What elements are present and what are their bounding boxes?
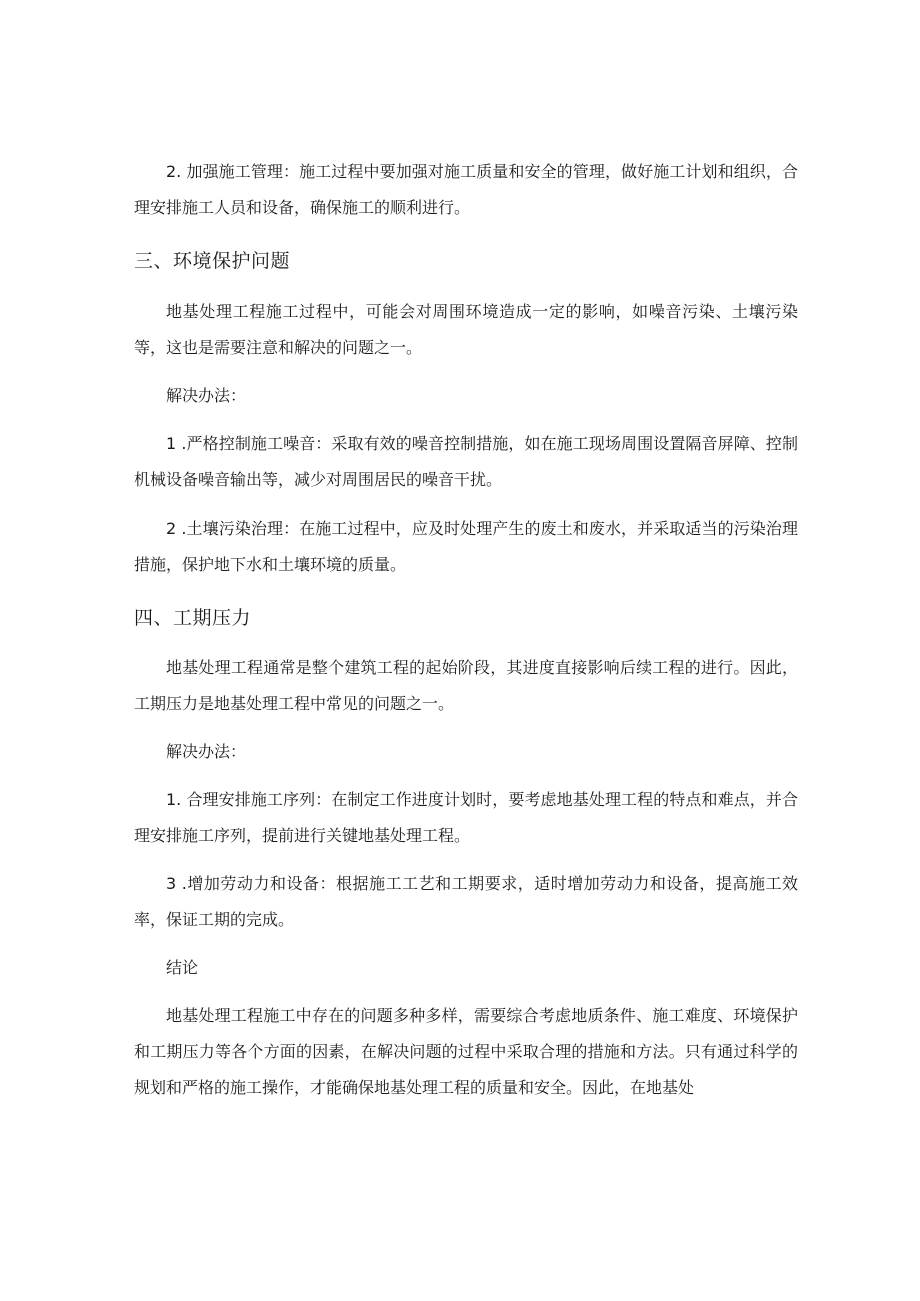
label-solution-schedule: 解决办法： xyxy=(166,742,247,761)
paragraph-construction-sequence: 1. 合理安排施工序列：在制定工作进度计划时，要考虑地基处理工程的特点和难点，并合理安排施工序列，提前进行关键地基处理工程。 xyxy=(134,790,798,845)
paragraph-schedule-intro: 地基处理工程通常是整个建筑工程的起始阶段，其进度直接影响后续工程的进行。因此，工期压力是地基处理工程中常见的问题之一。 xyxy=(134,658,798,713)
section-heading-environment: 三、环境保护问题 xyxy=(134,250,291,272)
paragraph-soil-pollution: 2 .土壤污染治理：在施工过程中，应及时处理产生的废土和废水，并采取适当的污染治理措施，保护地下水和土壤环境的质量。 xyxy=(134,519,798,574)
paragraph-conclusion: 地基处理工程施工中存在的问题多种多样，需要综合考虑地质条件、施工难度、环境保护和工期压力等各个方面的因素，在解决问题的过程中采取合理的措施和方法。只有通过科学的规划和严格的施工操作，才能确保地基处理工程的质量和安全。因此，在地基处 xyxy=(134,1006,798,1097)
paragraph-increase-labor: 3 .增加劳动力和设备：根据施工工艺和工期要求，适时增加劳动力和设备，提高施工效率，保证工期的完成。 xyxy=(134,874,798,929)
paragraph-environment-intro: 地基处理工程施工过程中，可能会对周围环境造成一定的影响，如噪音污染、土壤污染等，这也是需要注意和解决的问题之一。 xyxy=(134,302,798,357)
label-conclusion: 结论 xyxy=(166,958,199,977)
paragraph-strengthen-management: 2. 加强施工管理：施工过程中要加强对施工质量和安全的管理，做好施工计划和组织，合理安排施工人员和设备，确保施工的顺利进行。 xyxy=(134,162,798,217)
section-heading-schedule: 四、工期压力 xyxy=(134,607,252,629)
paragraph-noise-control: 1 .严格控制施工噪音：采取有效的噪音控制措施，如在施工现场周围设置隔音屏障、控制机械设备噪音输出等，减少对周围居民的噪音干扰。 xyxy=(134,434,798,489)
label-solution-environment: 解决办法： xyxy=(166,386,247,405)
